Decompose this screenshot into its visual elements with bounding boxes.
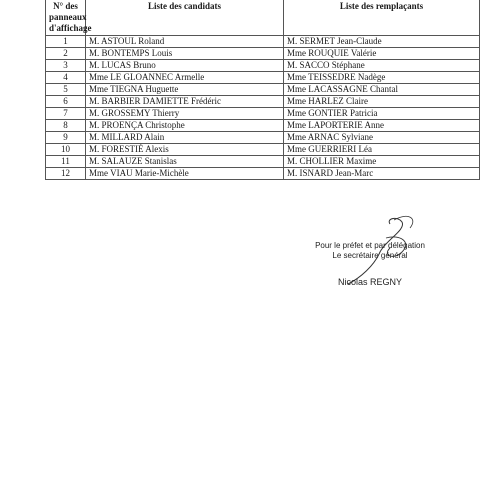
candidate-name: Mme VIAU Marie-Michèle	[86, 168, 284, 180]
header-candidates: Liste des candidats	[86, 0, 284, 36]
candidate-name: M. PROENÇA Christophe	[86, 120, 284, 132]
substitute-name: Mme ARNAC Sylviane	[284, 132, 480, 144]
table-row	[46, 36, 480, 48]
table-row	[46, 48, 480, 60]
header-panel-number-line: d'affichage	[49, 23, 92, 33]
table-row	[46, 108, 480, 120]
substitute-name: M. ISNARD Jean-Marc	[284, 168, 480, 180]
panel-number: 11	[46, 156, 86, 168]
candidate-name: M. GROSSEMY Thierry	[86, 108, 284, 120]
candidate-name: M. BARBIER DAMIETTE Frédéric	[86, 96, 284, 108]
panel-number: 12	[46, 168, 86, 180]
table-row	[46, 156, 480, 168]
panel-number: 5	[46, 84, 86, 96]
table-row	[46, 168, 480, 180]
panel-number: 8	[46, 120, 86, 132]
substitute-name: Mme HARLEZ Claire	[284, 96, 480, 108]
header-panel-number-line: panneaux	[49, 12, 87, 22]
substitute-name: Mme ROUQUIE Valérie	[284, 48, 480, 60]
table-row	[46, 72, 480, 84]
panel-number: 4	[46, 72, 86, 84]
panel-number: 10	[46, 144, 86, 156]
substitute-name: Mme GONTIER Patricia	[284, 108, 480, 120]
table-header-row	[46, 0, 480, 36]
candidate-name: M. LUCAS Bruno	[86, 60, 284, 72]
table-row	[46, 60, 480, 72]
candidate-name: Mme LE GLOANNEC Armelle	[86, 72, 284, 84]
signature-delegation-line: Pour le préfet et par délégation	[315, 241, 425, 250]
substitute-name: Mme GUERRIERI Léa	[284, 144, 480, 156]
substitute-name: Mme LACASSAGNE Chantal	[284, 84, 480, 96]
table-row	[46, 96, 480, 108]
table-row	[46, 132, 480, 144]
candidate-name: M. MILLARD Alain	[86, 132, 284, 144]
candidates-table	[45, 0, 480, 180]
panel-number: 1	[46, 36, 86, 48]
candidate-name: M. ASTOUL Roland	[86, 36, 284, 48]
table-row	[46, 144, 480, 156]
candidate-name: M. BONTEMPS Louis	[86, 48, 284, 60]
header-panel-number-line: N° des	[53, 1, 78, 11]
header-substitutes: Liste des remplaçants	[284, 0, 480, 36]
candidate-name: Mme TIEGNA Huguette	[86, 84, 284, 96]
signature-block	[290, 212, 450, 292]
panel-number: 3	[46, 60, 86, 72]
substitute-name: M. SACCO Stéphane	[284, 60, 480, 72]
candidate-name: M. FORESTIÉ Alexis	[86, 144, 284, 156]
panel-number: 6	[46, 96, 86, 108]
table-row	[46, 84, 480, 96]
substitute-name: Mme TEISSEDRE Nadège	[284, 72, 480, 84]
substitute-name: M. CHOLLIER Maxime	[284, 156, 480, 168]
panel-number: 9	[46, 132, 86, 144]
candidate-name: M. SALAUZE Stanislas	[86, 156, 284, 168]
substitute-name: Mme LAPORTERIE Anne	[284, 120, 480, 132]
panel-number: 7	[46, 108, 86, 120]
signature-title-line: Le secrétaire général	[332, 251, 408, 260]
header-panel-number	[46, 0, 92, 36]
substitute-name: M. SERMET Jean-Claude	[284, 36, 480, 48]
panel-number: 2	[46, 48, 86, 60]
table-row	[46, 120, 480, 132]
signatory-name: Nicolas REGNY	[337, 277, 402, 287]
